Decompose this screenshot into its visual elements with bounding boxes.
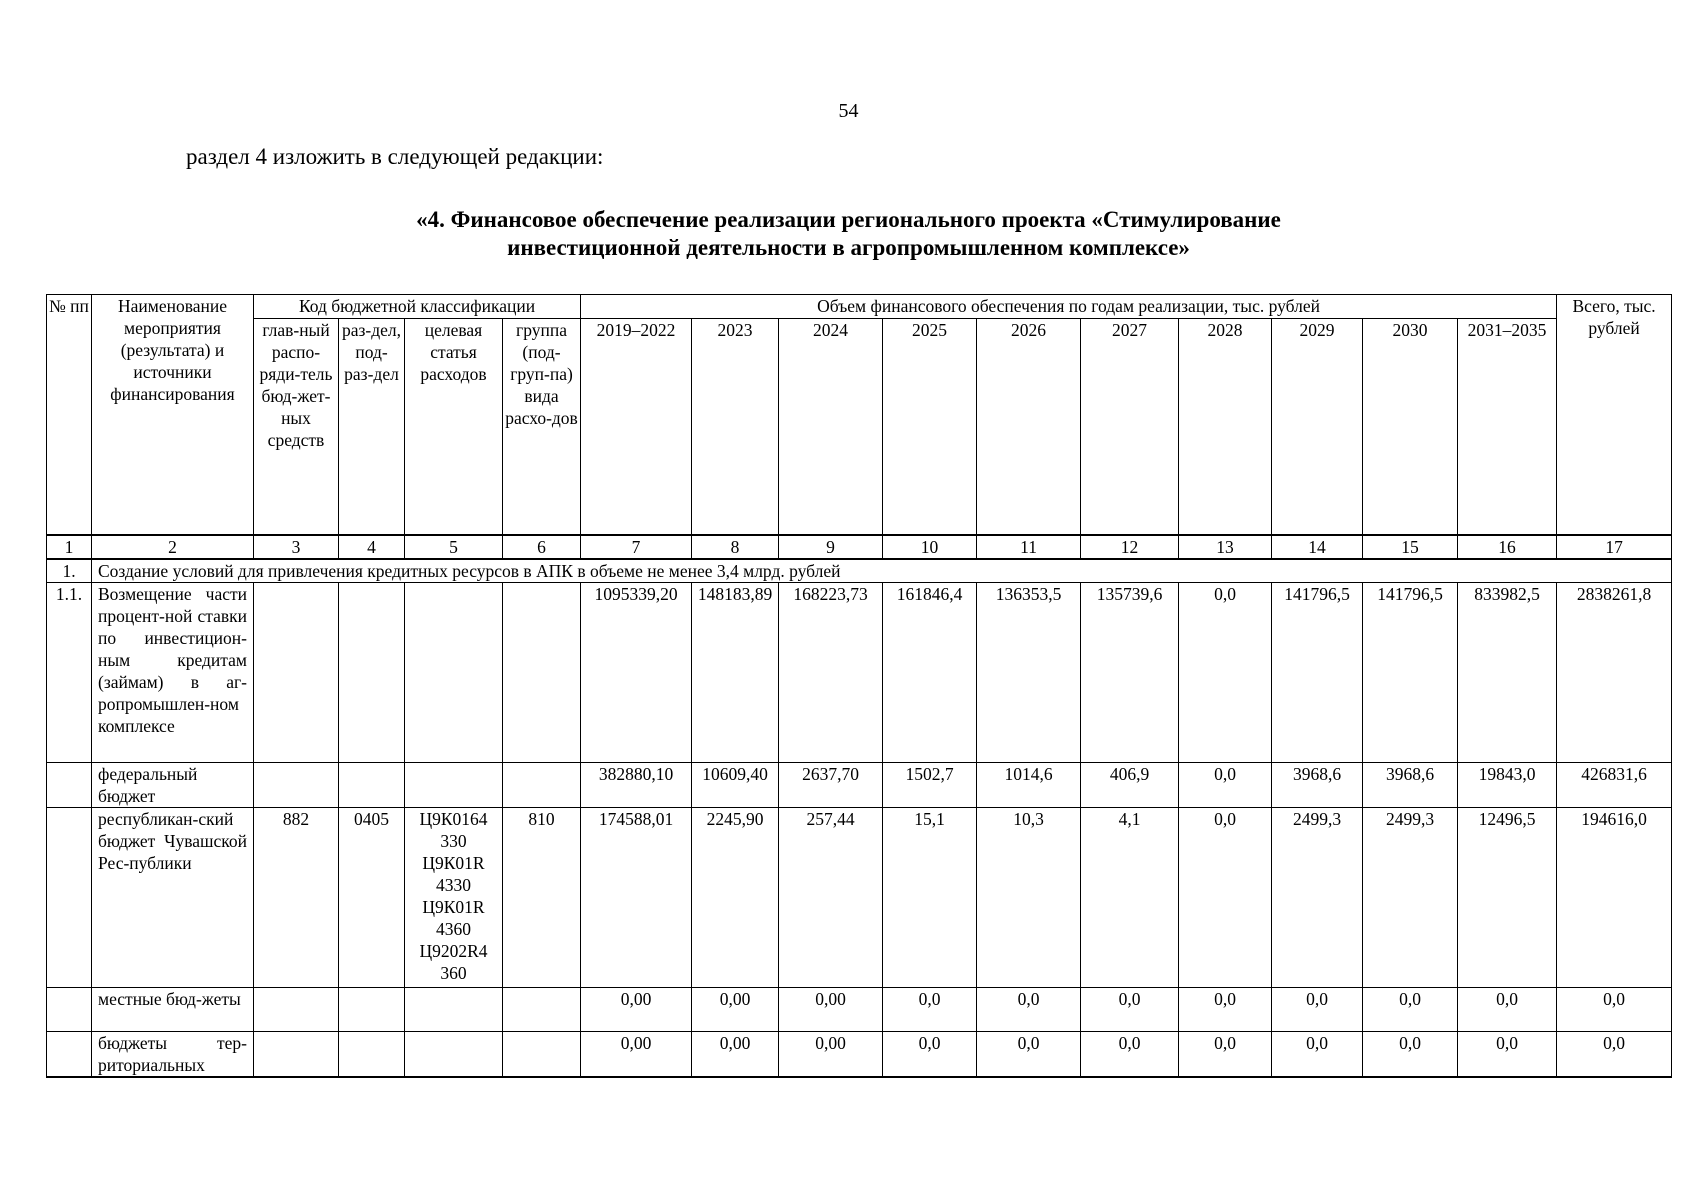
- financing-table: [46, 294, 1672, 1078]
- row-value: 2637,70: [779, 762, 883, 807]
- header-year: 2019–2022: [581, 319, 692, 535]
- row-rzpr: [339, 582, 405, 762]
- col-number: 7: [581, 535, 692, 559]
- row-rzpr: 0405: [339, 807, 405, 987]
- row-value: 0,0: [1272, 987, 1363, 1031]
- col-number: 17: [1557, 535, 1672, 559]
- header-kbk: Код бюджетной классификации: [254, 295, 581, 319]
- row-value: 0,0: [1458, 987, 1557, 1031]
- row-value: 0,0: [977, 1031, 1081, 1077]
- header-year: 2030: [1363, 319, 1458, 535]
- table-row: [47, 582, 1672, 762]
- row-value: 15,1: [883, 807, 977, 987]
- row-vr: [503, 987, 581, 1031]
- row-vr: [503, 582, 581, 762]
- row-value: 0,0: [1179, 1031, 1272, 1077]
- header-num: № пп: [47, 295, 92, 535]
- col-number: 3: [254, 535, 339, 559]
- row-value: 0,0: [1179, 582, 1272, 762]
- csr-code-part: Ц9К01R: [422, 852, 485, 873]
- row-csr: [405, 1031, 503, 1077]
- header-name: Наименование мероприятия (результата) и источники финансирования: [92, 295, 254, 535]
- col-number: 15: [1363, 535, 1458, 559]
- row-value: 10609,40: [692, 762, 779, 807]
- row-value: 2499,3: [1272, 807, 1363, 987]
- row-name: федеральный бюджет: [92, 762, 254, 807]
- row-value: 382880,10: [581, 762, 692, 807]
- row-rzpr: [339, 1031, 405, 1077]
- row-total: 194616,0: [1557, 807, 1672, 987]
- row-csr: [405, 987, 503, 1031]
- row-value: 0,0: [1081, 987, 1179, 1031]
- row-value: 0,0: [883, 987, 977, 1031]
- col-number: 9: [779, 535, 883, 559]
- table-row: [47, 762, 1672, 807]
- data-rows: [47, 582, 1672, 1077]
- table-row: [47, 1031, 1672, 1077]
- csr-code-part: 360: [440, 962, 467, 983]
- row-value: 2245,90: [692, 807, 779, 987]
- row-value: 4,1: [1081, 807, 1179, 987]
- col-number: 1: [47, 535, 92, 559]
- row-value: 0,0: [1272, 1031, 1363, 1077]
- header-rzpr: раз-дел, под-раз-дел: [339, 319, 405, 535]
- table-row: [47, 807, 1672, 987]
- header-csr: целевая статья расходов: [405, 319, 503, 535]
- row-value: 0,0: [1179, 987, 1272, 1031]
- header-year: 2031–2035: [1458, 319, 1557, 535]
- row-grbs: [254, 1031, 339, 1077]
- row-value: 141796,5: [1363, 582, 1458, 762]
- row-value: 19843,0: [1458, 762, 1557, 807]
- section-title: Создание условий для привлечения кредитных ресурсов в АПК в объеме не менее 3,4 млрд. рублей: [92, 559, 1672, 583]
- row-num: 1.1.: [47, 582, 92, 762]
- col-number: 13: [1179, 535, 1272, 559]
- row-value: 0,0: [1363, 1031, 1458, 1077]
- row-vr: 810: [503, 807, 581, 987]
- row-value: 3968,6: [1363, 762, 1458, 807]
- header-year: 2025: [883, 319, 977, 535]
- row-value: 0,0: [1363, 987, 1458, 1031]
- col-number: 14: [1272, 535, 1363, 559]
- row-value: 0,0: [1179, 762, 1272, 807]
- col-number: 11: [977, 535, 1081, 559]
- header-volume: Объем финансового обеспечения по годам реализации, тыс. рублей: [581, 295, 1557, 319]
- row-value: 0,00: [692, 1031, 779, 1077]
- col-number: 16: [1458, 535, 1557, 559]
- row-vr: [503, 1031, 581, 1077]
- row-num: [47, 807, 92, 987]
- row-value: 2499,3: [1363, 807, 1458, 987]
- row-total: 0,0: [1557, 987, 1672, 1031]
- row-num: [47, 987, 92, 1031]
- row-value: 0,0: [1458, 1031, 1557, 1077]
- row-csr: [405, 762, 503, 807]
- row-value: 12496,5: [1458, 807, 1557, 987]
- header-total: Всего, тыс. рублей: [1557, 295, 1672, 535]
- row-name: бюджеты тер-риториальных: [92, 1031, 254, 1077]
- header-year: 2027: [1081, 319, 1179, 535]
- row-value: 0,0: [883, 1031, 977, 1077]
- row-value: 0,00: [779, 987, 883, 1031]
- table-row: [47, 987, 1672, 1031]
- row-value: 3968,6: [1272, 762, 1363, 807]
- row-name: местные бюд-жеты: [92, 987, 254, 1031]
- document-title: [0, 206, 1697, 262]
- row-value: 1502,7: [883, 762, 977, 807]
- row-rzpr: [339, 762, 405, 807]
- row-value: 0,00: [581, 987, 692, 1031]
- row-value: 1095339,20: [581, 582, 692, 762]
- row-csr: [405, 807, 503, 987]
- row-num: [47, 1031, 92, 1077]
- row-csr: [405, 582, 503, 762]
- col-number: 4: [339, 535, 405, 559]
- title-line-2: инвестиционной деятельности в агропромышленном комплексе»: [507, 235, 1190, 260]
- row-name: Возмещение части процент-ной ставки по инвестицион-ным кредитам (займам) в аг-ропромышлен-ном комплексе: [92, 582, 254, 762]
- row-value: 148183,89: [692, 582, 779, 762]
- col-number: 5: [405, 535, 503, 559]
- row-value: 0,0: [977, 987, 1081, 1031]
- row-value: 0,00: [581, 1031, 692, 1077]
- row-num: [47, 762, 92, 807]
- row-value: 0,00: [779, 1031, 883, 1077]
- row-vr: [503, 762, 581, 807]
- row-value: 0,0: [1179, 807, 1272, 987]
- row-grbs: [254, 987, 339, 1031]
- row-grbs: [254, 762, 339, 807]
- csr-code-part: Ц9202R4: [419, 940, 488, 961]
- col-number: 2: [92, 535, 254, 559]
- row-value: 135739,6: [1081, 582, 1179, 762]
- page-number: 54: [838, 100, 859, 122]
- row-value: 141796,5: [1272, 582, 1363, 762]
- title-line-1: «4. Финансовое обеспечение реализации регионального проекта «Стимулирование: [416, 207, 1281, 232]
- row-grbs: 882: [254, 807, 339, 987]
- col-number: 12: [1081, 535, 1179, 559]
- header-grbs: глав-ный распо-ряди-тель бюд-жет-ных средств: [254, 319, 339, 535]
- row-total: 426831,6: [1557, 762, 1672, 807]
- header-year: 2028: [1179, 319, 1272, 535]
- row-value: 168223,73: [779, 582, 883, 762]
- row-total: 2838261,8: [1557, 582, 1672, 762]
- row-value: 0,00: [692, 987, 779, 1031]
- row-value: 10,3: [977, 807, 1081, 987]
- csr-code-part: 330: [440, 830, 467, 851]
- section-num: 1.: [47, 559, 92, 583]
- col-number: 10: [883, 535, 977, 559]
- row-value: 174588,01: [581, 807, 692, 987]
- row-value: 161846,4: [883, 582, 977, 762]
- row-grbs: [254, 582, 339, 762]
- col-number: 6: [503, 535, 581, 559]
- header-year: 2023: [692, 319, 779, 535]
- row-value: 0,0: [1081, 1031, 1179, 1077]
- csr-code-part: 4360: [436, 918, 471, 939]
- header-vr: группа (под-груп-па) вида расхо-дов: [503, 319, 581, 535]
- header-year: 2024: [779, 319, 883, 535]
- header-year: 2029: [1272, 319, 1363, 535]
- row-total: 0,0: [1557, 1031, 1672, 1077]
- row-value: 1014,6: [977, 762, 1081, 807]
- csr-code-part: Ц9К01R: [422, 896, 485, 917]
- row-value: 406,9: [1081, 762, 1179, 807]
- row-name: республикан-ский бюджет Чувашской Рес-публики: [92, 807, 254, 987]
- row-value: 833982,5: [1458, 582, 1557, 762]
- csr-code-part: Ц9К0164: [419, 808, 488, 829]
- header-year: 2026: [977, 319, 1081, 535]
- row-rzpr: [339, 987, 405, 1031]
- row-value: 257,44: [779, 807, 883, 987]
- col-number: 8: [692, 535, 779, 559]
- row-value: 136353,5: [977, 582, 1081, 762]
- csr-code-part: 4330: [436, 874, 471, 895]
- intro-text: раздел 4 изложить в следующей редакции:: [186, 144, 604, 169]
